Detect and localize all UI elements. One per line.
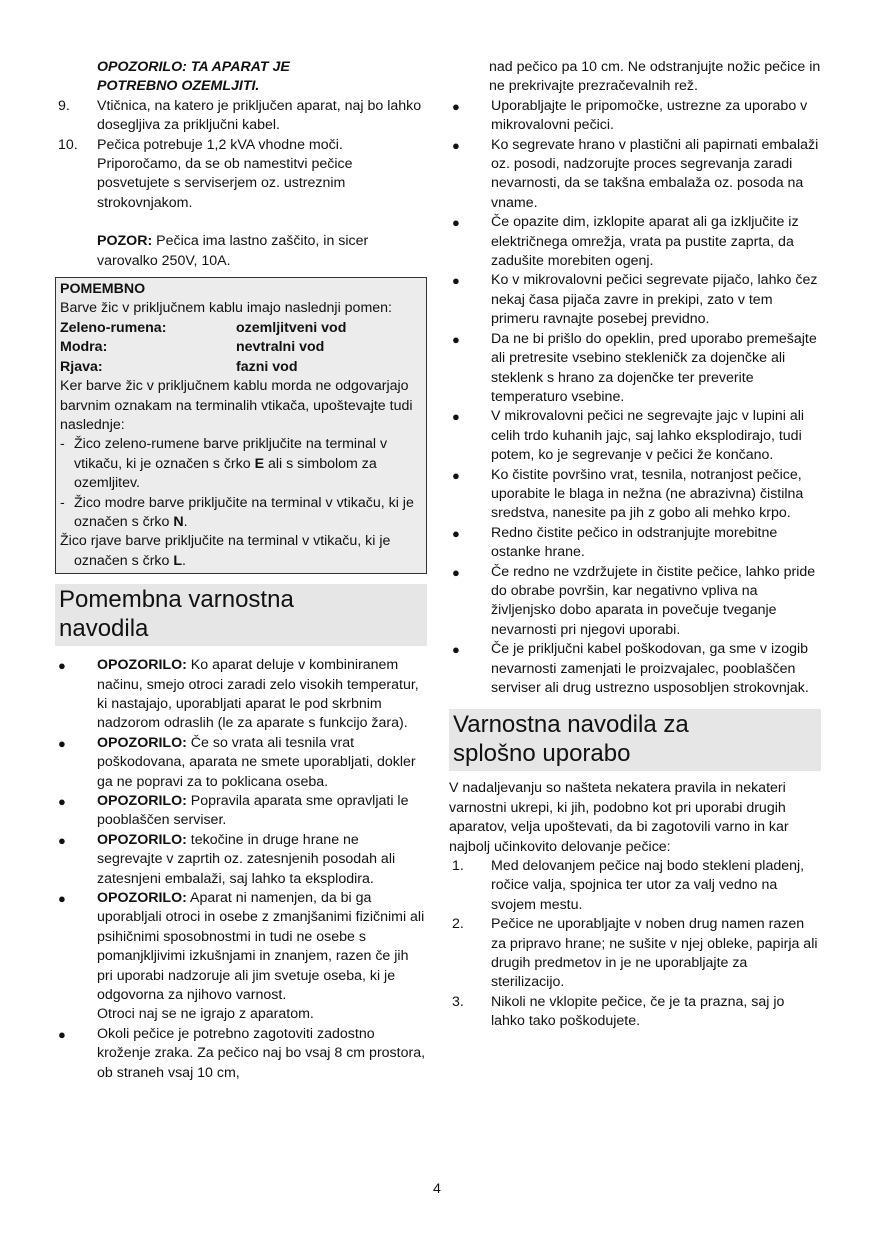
list-item: ● V mikrovalovni pečici ne segrevajte jajc v lupini ali celih trdo kuhanih jajc, saj lahko eksplodirajo, tudi potem, ko je segrevanje v pečici že končano. bbox=[452, 408, 805, 464]
wire-instruction: - Žico modre barve priključite na terminal v vtikaču, ki je označen s črko N. bbox=[60, 494, 414, 530]
continuation-text: nad pečico pa 10 cm. Ne odstranjujte nožic pečice in ne prekrivajte prezračevalnih rež. bbox=[489, 59, 821, 95]
list-item: ● Če je priključni kabel poškodovan, ga sme v izogib nevarnosti zamenjati le proizvajalec, pooblaščen serviser ali drug ustrezno usposobljen strokovnjak. bbox=[452, 641, 809, 696]
wire-row: Zeleno-rumena: ozemljitveni vod bbox=[60, 319, 347, 336]
list-item: ● Ko čistite površino vrat, tesnila, notranjost pečice, uporabite le blaga in nežna (ne abrazivna) čistilna sredstva, nanesite pa jih z gobo ali mehko krpo. bbox=[452, 466, 804, 522]
list-item: 2. Pečice ne uporabljajte v noben drug namen razen za pripravo hrane; ne sušite v njej obleke, papirja ali drugih predmetov in je ne uporabljajte za sterilizacijo. bbox=[452, 916, 818, 991]
list-item: ● Redno čistite pečico in odstranjujte morebitne ostanke hrane. bbox=[452, 524, 778, 561]
left-column bbox=[55, 58, 427, 1083]
list-item: 1. Med delovanjem pečice naj bodo stekleni pladenj, ročice valja, spojnica ter utor za valj vedno na svojem mestu. bbox=[452, 858, 805, 913]
list-item: ● OPOZORILO: Aparat ni namenjen, da bi ga uporabljali otroci in osebe z zmanjšanimi fizičnimi ali psihičnimi sposobnostmi in tudi ne osebe s pomanjkljivimi izkušnjami in znanjem, razen če jih pri uporabi nadzoruje ali jim svetuje oseba, ki je odgovorna za njihovo varnost. Otroci naj se ne igrajo z aparatom. bbox=[58, 890, 425, 1023]
fuse-note: POZOR: Pečica ima lastno zaščito, in sicer varovalko 250V, 10A. bbox=[97, 233, 369, 269]
grounding-warning: OPOZORILO: TA APARAT JE POTREBNO OZEMLJITI. bbox=[97, 59, 290, 95]
right-column bbox=[449, 58, 821, 1032]
list-item: ● Da ne bi prišlo do opeklin, pred uporabo premešajte ali pretresite vsebino stekleničk za dojenčke ali steklenk s hrano za dojenčke ter preverite temperaturo vsebine. bbox=[452, 330, 817, 405]
general-use-list bbox=[449, 857, 821, 1032]
list-item: ● OPOZORILO: Popravila aparata sme opravljati le pooblaščen serviser. bbox=[58, 793, 409, 829]
list-item: ● OPOZORILO: Ko aparat deluje v kombiniranem načinu, smejo otroci zaradi zelo visokih temperatur, ki nastajajo, uporabljati aparat le pod skrbnim nadzorom odraslih (le za aparate s funkcijo žara). bbox=[58, 657, 419, 732]
section-heading: Pomembna varnostna navodila bbox=[55, 584, 427, 646]
list-item: 10. Pečica potrebuje 1,2 kVA vhodne moči. Priporočamo, da se ob namestitvi pečice posvetujete s serviserjem oz. ustreznim strokovnjakom. bbox=[58, 136, 353, 211]
safety-bullets-continued bbox=[449, 97, 821, 699]
wire-row: Rjava: fazni vod bbox=[60, 358, 298, 375]
list-item: 3. Nikoli ne vklopite pečice, če je ta prazna, saj jo lahko tako poškodujete. bbox=[452, 993, 785, 1030]
wire-instruction: Žico rjave barve priključite na terminal v vtikaču, ki je označen s črko L. bbox=[60, 533, 391, 569]
list-item: ● Uporabljajte le pripomočke, ustrezne za uporabo v mikrovalovni pečici. bbox=[452, 97, 808, 134]
list-item: ● Okoli pečice je potrebno zagotoviti zadostno kroženje zraka. Za pečico naj bo vsaj 8 cm prostora, ob straneh vsaj 10 cm, bbox=[58, 1025, 426, 1081]
wire-row: Modra: nevtralni vod bbox=[60, 339, 325, 356]
list-item: ● Če opazite dim, izklopite aparat ali ga izključite iz električnega omrežja, vrata pa pustite zaprta, da zadušite morebiten ogenj. bbox=[452, 214, 799, 270]
box-title: POMEMBNO bbox=[60, 281, 146, 298]
list-item: 9. Vtičnica, na katero je priključen aparat, naj bo lahko dosegljiva za priključni kabel. bbox=[58, 97, 422, 134]
wiring-info-box: POMEMBNO Barve žic v priključnem kablu imajo naslednji pomen: Zeleno-rumena: ozemljitveni vod Modra: nevtralni vod Rjava: fazni vod Ker barve žic v priključnem kablu morda ne odgovarjajo barvnim oznakam na terminalih vtikača, upoštevajte tudi naslednje: - Žico zeleno-rumene barve priključite na terminal v vtikaču, ki je označen s črko E ali s simbolom za ozemljitev. - Žico modre barve priključite na terminal v vtikaču, ki je označen s črko N. Žico rjave barve priključite na terminal v vtikaču, ki je označen s črko L. bbox=[55, 277, 427, 574]
page-number: 4 bbox=[433, 1181, 441, 1197]
section-heading: Varnostna navodila za splošno uporabo bbox=[449, 709, 821, 771]
list-item: ● Ko segrevate hrano v plastični ali papirnati embalaži oz. posodi, nadzorujte proces segrevanja zaradi nevarnosti, da se takšna embalaža oz. posoda na vname. bbox=[452, 136, 819, 211]
list-item: ● OPOZORILO: Če so vrata ali tesnila vrat poškodovana, aparata ne smete uporabljati, dokler ga ne popravi za to poklicana oseba. bbox=[58, 734, 416, 790]
list-item: ● Ko v mikrovalovni pečici segrevate pijačo, lahko čez nekaj časa pijača zavre in prekipi, zato v tem primeru ravnajte posebej previdno. bbox=[452, 272, 818, 328]
safety-bullets bbox=[55, 656, 427, 1083]
installation-list bbox=[55, 97, 427, 213]
list-item: ● Če redno ne vzdržujete in čistite pečice, lahko pride do obrabe površin, kar negativno vpliva na življenjsko dobo aparata in povečuje tveganje nevarnosti pri njegovi uporabi. bbox=[452, 563, 816, 638]
general-use-intro: V nadaljevanju so našteta nekatera pravila in nekateri varnostni ukrepi, ki jih, podobno kot pri uporabi drugih aparatov, velja upoštevati, da bi zagotovili varno in kar najbolj učinkovito delovanje pečice: bbox=[449, 780, 789, 855]
wire-instruction: - Žico zeleno-rumene barve priključite na terminal v vtikaču, ki je označen s črko E ali s simbolom za ozemljitev. bbox=[60, 436, 388, 492]
list-item: ● OPOZORILO: tekočine in druge hrane ne segrevajte v zaprtih oz. zatesnjenih posodah ali zatesnjeni embalaži, saj lahko ta eksplodira. bbox=[58, 831, 396, 887]
